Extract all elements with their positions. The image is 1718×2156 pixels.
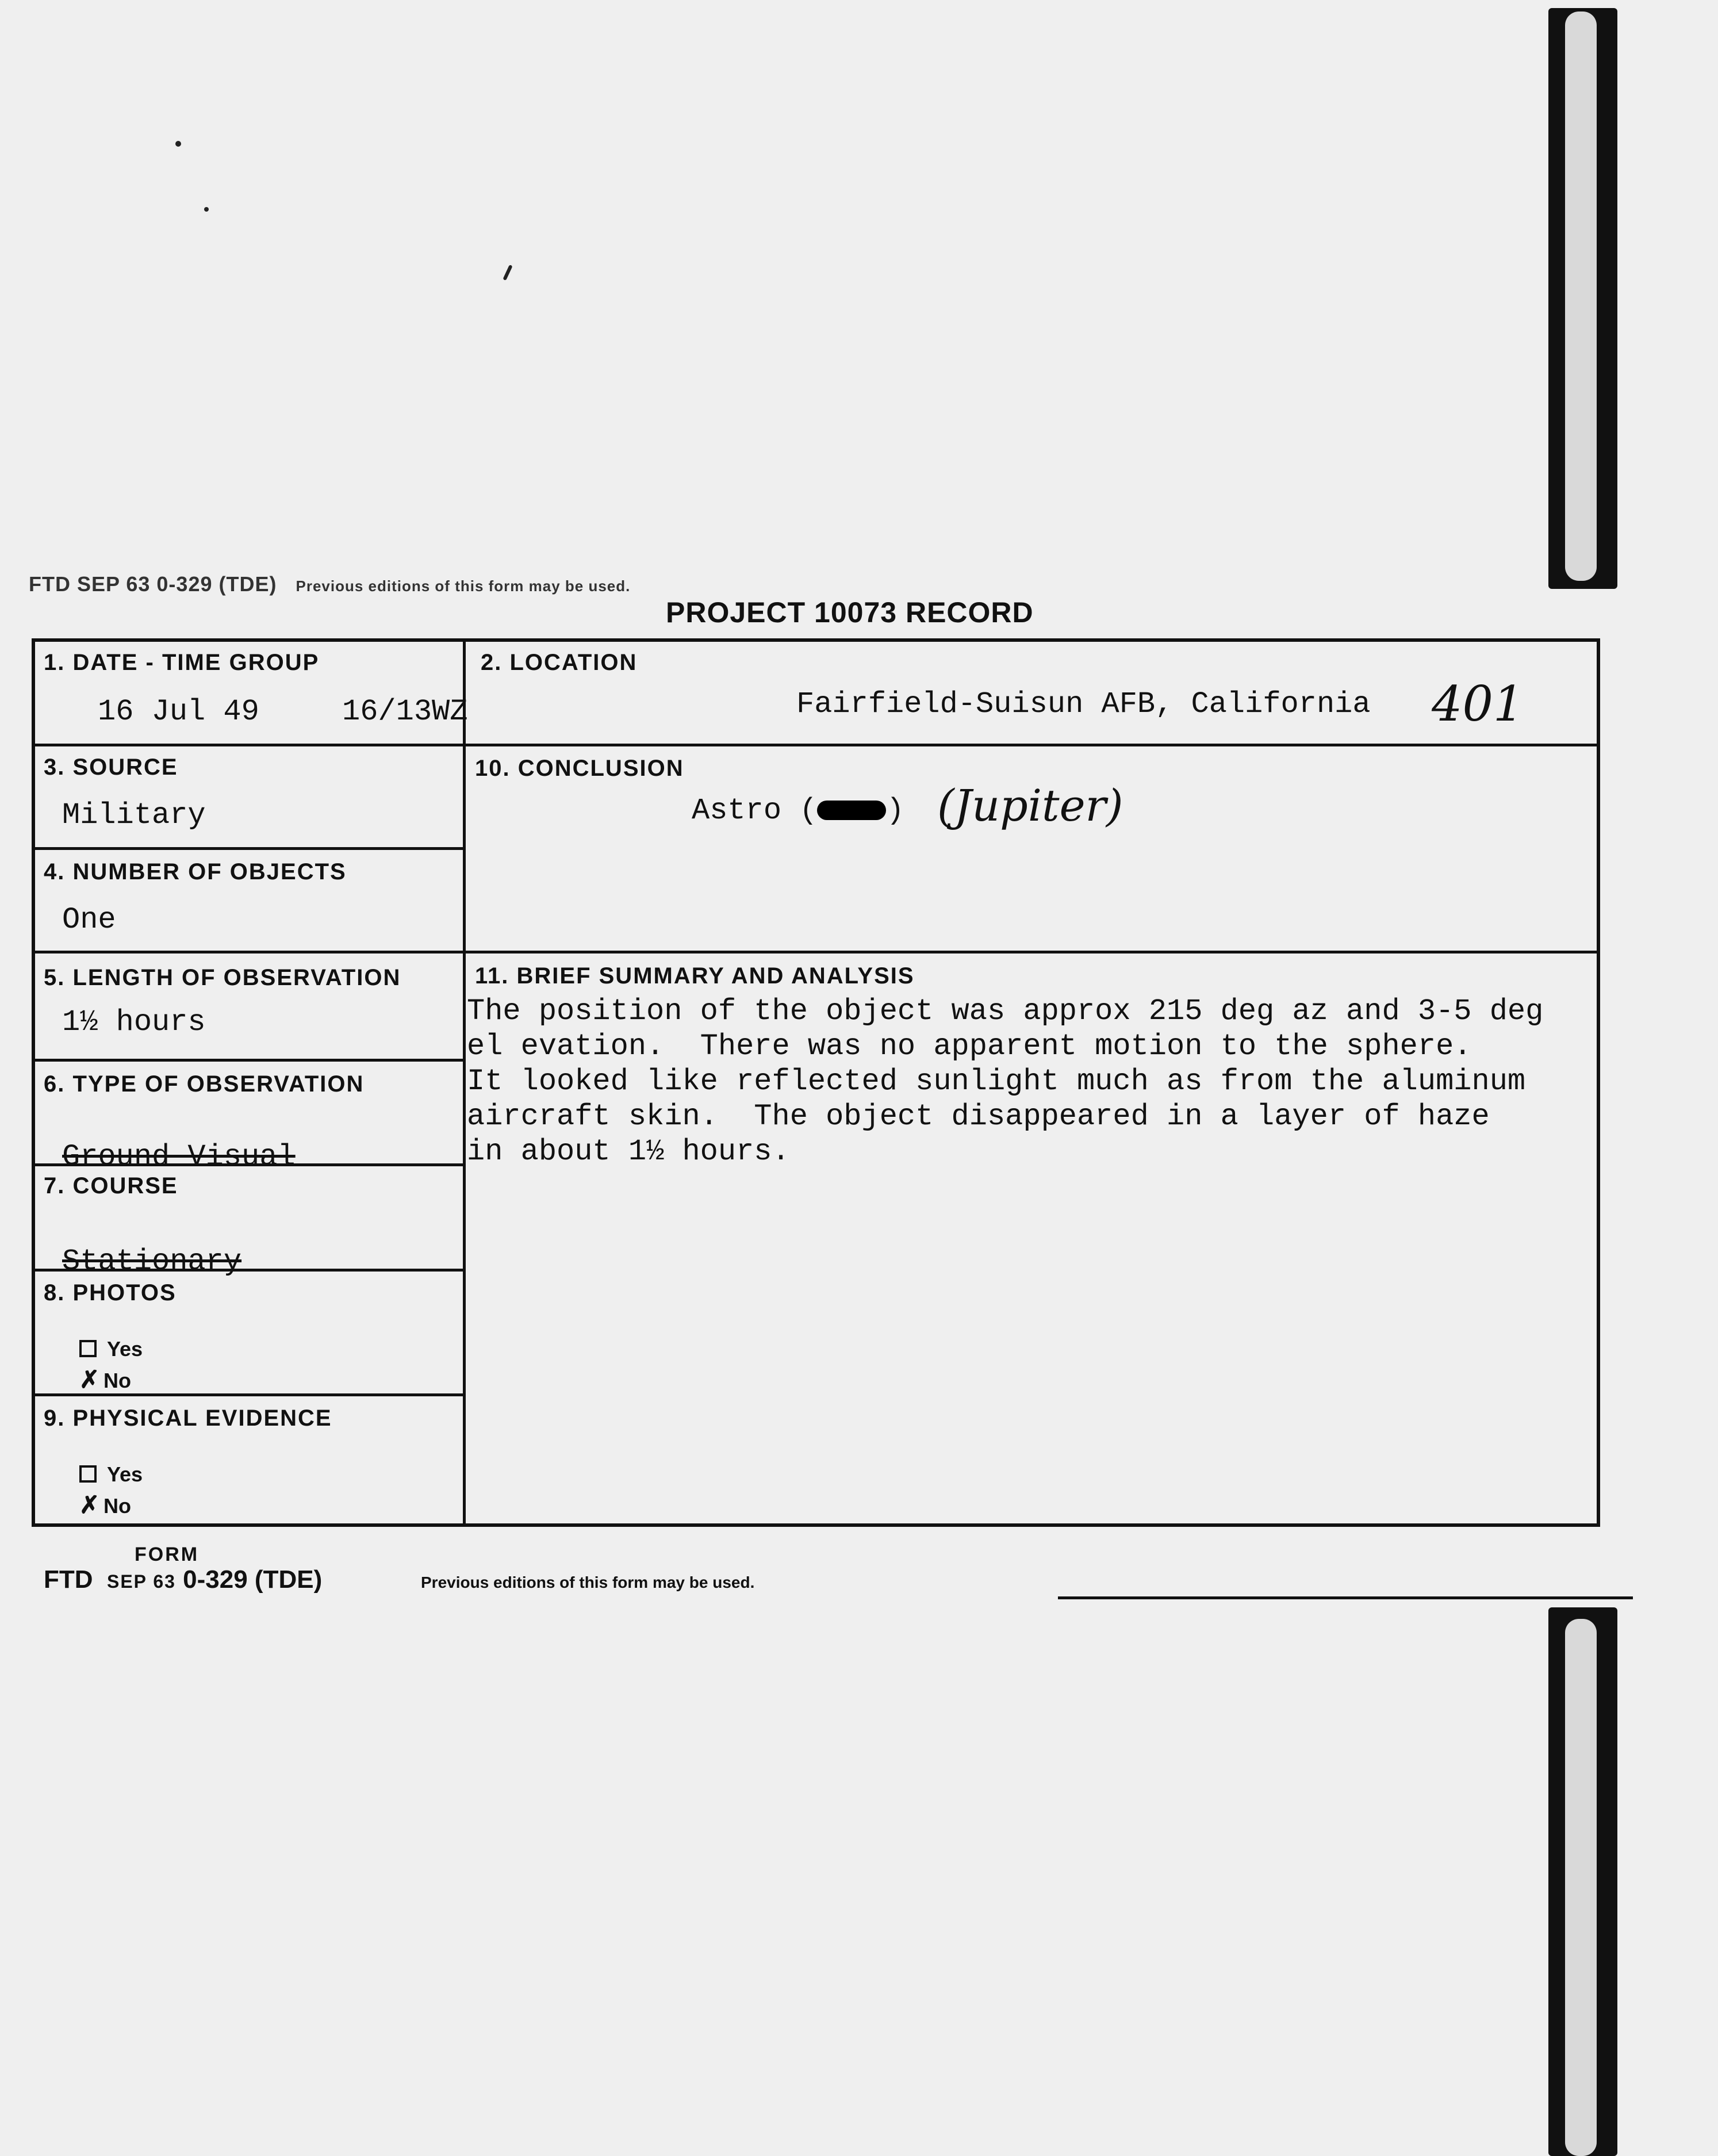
number-of-objects-label: 4. NUMBER OF OBJECTS [44, 859, 347, 884]
film-edge-top-inner [1565, 12, 1597, 581]
source-value: Military [62, 798, 206, 832]
photos-yes-option[interactable]: Yes [79, 1337, 143, 1361]
physical-evidence-no-option[interactable]: ✗ No [79, 1491, 131, 1519]
speck [503, 265, 512, 281]
date-time-label: 1. DATE - TIME GROUP [44, 650, 320, 675]
course-label: 7. COURSE [44, 1173, 178, 1198]
physical-evidence-yes-option[interactable]: Yes [79, 1462, 143, 1487]
location-value: Fairfield-Suisun AFB, California [796, 687, 1371, 721]
photos-no-option[interactable]: ✗ No [79, 1365, 131, 1393]
page-number: 401 [1432, 676, 1524, 732]
date-value: 16 Jul 49 [98, 695, 259, 729]
number-of-objects-value: One [62, 903, 116, 937]
footer-previous-editions: Previous editions of this form may be used. [421, 1573, 755, 1591]
conclusion-value: Astro ( ) [692, 794, 904, 828]
redaction-mark [817, 801, 886, 820]
row-divider-2 [35, 951, 1597, 953]
source-label: 3. SOURCE [44, 755, 178, 780]
physical-evidence-label: 9. PHYSICAL EVIDENCE [44, 1406, 332, 1431]
summary-label: 11. BRIEF SUMMARY AND ANALYSIS [475, 963, 915, 989]
speck [204, 207, 209, 212]
photos-label: 8. PHOTOS [44, 1280, 177, 1305]
time-value: 16/13WZ [342, 695, 468, 729]
scan-line [1058, 1596, 1633, 1599]
row-divider-left-8 [35, 1393, 463, 1396]
location-label: 2. LOCATION [481, 650, 638, 675]
footer-form-word: FORM [135, 1544, 200, 1565]
checked-x-icon: ✗ [79, 1491, 100, 1519]
row-divider-left-5 [35, 1059, 463, 1062]
form-code-header: FTD SEP 63 0-329 (TDE) Previous editions of this form may be used. [29, 572, 631, 596]
column-divider [463, 642, 466, 1523]
checkbox-icon [79, 1340, 97, 1357]
checked-x-icon: ✗ [79, 1365, 100, 1393]
conclusion-handwritten: (Jupiter) [937, 780, 1123, 831]
footer-form-code: FTD SEP 63 0-329 (TDE) [44, 1565, 323, 1594]
course-value: Stationary [62, 1244, 242, 1278]
type-of-observation-value: Ground-Visual [62, 1140, 296, 1174]
checkbox-icon [79, 1465, 97, 1483]
speck [175, 141, 181, 147]
film-edge-bottom-inner [1565, 1619, 1597, 2156]
summary-text: The position of the object was approx 215 deg az and 3-5 deg el evation. There was no apparent motion to the sphere. It looked like reflected sunlight much as from the aluminum aircraft skin. The object disappeared in a layer of haze in about 1½ hours. [467, 994, 1544, 1169]
record-title: PROJECT 10073 RECORD [666, 596, 1034, 629]
conclusion-label: 10. CONCLUSION [475, 756, 684, 781]
row-divider-1 [35, 744, 1597, 746]
row-divider-left-3 [35, 847, 463, 850]
length-of-observation-value: 1½ hours [62, 1005, 206, 1039]
length-of-observation-label: 5. LENGTH OF OBSERVATION [44, 965, 401, 990]
type-of-observation-label: 6. TYPE OF OBSERVATION [44, 1071, 365, 1097]
